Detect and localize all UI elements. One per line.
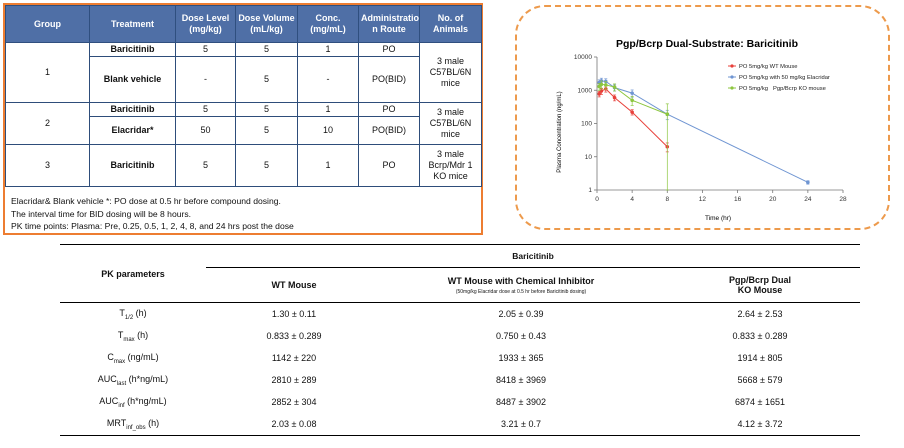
data-point [600, 89, 604, 93]
cell-animals-text: 3 male C57BL/6N mice [429, 56, 472, 88]
series-0 [597, 86, 669, 152]
pk-col-header-ko-text: Pgp/Bcrp Dual KO Mouse [729, 275, 792, 295]
pk-param-cell [60, 369, 206, 391]
study-design-panel [3, 3, 483, 235]
pk-chart [517, 7, 888, 228]
cell-dose: 5 [176, 43, 236, 57]
pk-value-wt: 2852 ± 304 [271, 397, 317, 407]
cell-dose: 5 [176, 103, 236, 117]
pk-value-inhibitor: 1933 ± 365 [498, 353, 544, 363]
cell-route: PO [359, 43, 420, 57]
data-point [613, 85, 617, 89]
design-row [6, 43, 482, 57]
series-line [599, 89, 667, 147]
pk-row [60, 347, 860, 369]
pk-group-header-row [60, 245, 860, 268]
header-route [359, 6, 420, 43]
header-route-text: Administratio n Route [361, 13, 420, 34]
header-dose-volume-text: Dose Volume (mL/kg) [238, 13, 295, 34]
data-point [806, 181, 810, 185]
cell-volume: 5 [236, 43, 298, 57]
legend-swatch-marker [730, 64, 733, 67]
data-point [630, 98, 634, 102]
data-point [630, 91, 634, 95]
chart-title: Pgp/Bcrp Dual-Substrate: Baricitinib [615, 38, 799, 50]
legend-label: PO 5mg/kg [739, 86, 768, 92]
pk-param-unit: (h*ng/mL) [126, 373, 169, 384]
pk-param-name: T [117, 329, 124, 340]
cell-animals [420, 145, 482, 187]
chart-legend [728, 64, 830, 92]
pk-param-name: C [107, 351, 114, 362]
pk-col-header-inhibitor-text: WT Mouse with Chemical Inhibitor [447, 275, 595, 286]
pk-value-ko: 4.12 ± 3.72 [660, 413, 860, 436]
pk-row [60, 303, 860, 326]
cell-treatment: Baricitinib [90, 145, 176, 187]
design-header-row [6, 6, 482, 43]
cell-conc: 1 [298, 145, 359, 187]
design-row [6, 145, 482, 187]
note-line: PK time points: Plasma: Pre, 0.25, 0.5, 1, 2, 4, 8, and 24 hrs post the dose [11, 221, 294, 231]
legend-label-suffix: Pgp/Bcrp KO mouse [773, 86, 826, 92]
y-tick-label: 1000 [577, 87, 592, 95]
pk-param-unit: (h) [134, 329, 149, 340]
data-point [604, 83, 608, 87]
cell-conc: - [298, 57, 359, 103]
cell-animals-text: 3 male C57BL/6N mice [429, 107, 472, 139]
x-tick-label: 28 [839, 196, 847, 203]
data-point [630, 110, 634, 114]
pk-param-subscript: 1/2 [124, 314, 134, 321]
pk-param-unit: (h) [133, 307, 147, 318]
pk-param-name: AUC [97, 373, 117, 384]
pk-param-name: MRT [106, 417, 127, 428]
pk-value-inhibitor: 2.05 ± 0.39 [498, 309, 544, 319]
x-axis-label: Time (hr) [704, 215, 732, 222]
legend-swatch-marker [730, 86, 733, 89]
y-tick-label: 10 [584, 153, 592, 161]
cell-route: PO [359, 145, 420, 187]
pk-col-header-wt-text: WT Mouse [271, 280, 317, 290]
pk-param-cell [60, 413, 206, 436]
pk-col-header-inhibitor [382, 268, 660, 303]
pk-value-inhibitor: 0.750 ± 0.43 [496, 331, 546, 341]
header-dose-volume [236, 6, 298, 43]
y-tick-label: 10000 [573, 54, 592, 61]
x-tick-label: 24 [804, 196, 812, 203]
cell-dose: - [176, 57, 236, 103]
pk-value-wt: 1142 ± 220 [271, 353, 317, 363]
pk-value-ko: 2.64 ± 2.53 [737, 309, 783, 319]
pk-param-cell [60, 325, 206, 347]
pk-value-ko: 5668 ± 579 [737, 375, 783, 385]
pk-row [60, 391, 860, 413]
pk-param-unit: (h*ng/mL) [124, 395, 167, 406]
pk-param-subscript: max [123, 336, 135, 343]
cell-group: 2 [6, 103, 90, 145]
x-tick-label: 16 [733, 196, 742, 203]
pk-group-header: Baricitinib [206, 245, 860, 268]
cell-route: PO(BID) [359, 57, 420, 103]
pk-row [60, 413, 860, 436]
header-dose-level-text: Dose Level (mg/kg) [181, 13, 230, 34]
pk-parameters-table [60, 244, 860, 436]
pk-row [60, 325, 860, 347]
pk-value-inhibitor: 8418 ± 3969 [496, 375, 546, 385]
x-tick-label: 0 [595, 196, 599, 203]
pk-corner-header: PK parameters [60, 245, 206, 303]
cell-volume: 5 [236, 117, 298, 145]
design-row [6, 103, 482, 117]
pk-value-wt: 2810 ± 289 [271, 375, 317, 385]
y-axis-label: Plasma Concentration (ng/mL) [557, 91, 563, 173]
pk-param-cell [60, 347, 206, 369]
cell-group: 1 [6, 43, 90, 103]
pk-col-header-ko [660, 268, 860, 303]
data-point [597, 92, 601, 96]
cell-route: PO(BID) [359, 117, 420, 145]
cell-volume: 5 [236, 145, 298, 187]
cell-volume: 5 [236, 103, 298, 117]
cell-volume: 5 [236, 57, 298, 103]
header-treatment [90, 6, 176, 43]
y-tick-label: 100 [581, 120, 592, 128]
pk-value-ko: 6874 ± 1651 [735, 397, 785, 407]
pk-value-wt: 2.03 ± 0.08 [206, 413, 382, 436]
pk-col-header-inhibitor-note: (50mg/kg Elacridar dose at 0.5 hr before Baricitinib dosing) [455, 288, 587, 295]
x-tick-label: 12 [698, 196, 707, 203]
data-point [600, 83, 604, 87]
cell-conc: 1 [298, 43, 359, 57]
cell-treatment: Baricitinib [90, 43, 176, 57]
cell-conc: 1 [298, 103, 359, 117]
cell-treatment: Elacridar* [90, 117, 176, 145]
chart-series [597, 78, 809, 190]
cell-group: 3 [6, 145, 90, 187]
cell-dose: 50 [176, 117, 236, 145]
pk-param-name: T [119, 307, 125, 318]
legend-label: PO 5mg/kg with 50 mg/kg Elacridar [739, 75, 830, 81]
cell-route: PO [359, 103, 420, 117]
pk-value-wt: 0.833 ± 0.289 [266, 331, 322, 341]
design-notes [11, 195, 294, 233]
header-treatment-text: Treatment [110, 18, 154, 29]
cell-animals-text: 3 male Bcrp/Mdr 1 KO mice [428, 149, 473, 181]
pk-value-wt: 1.30 ± 0.11 [271, 309, 317, 319]
pk-param-name: AUC [99, 395, 119, 406]
header-group [6, 6, 90, 43]
y-tick-label: 1 [588, 187, 592, 194]
header-conc-text: Conc. (mg/mL) [310, 13, 346, 34]
pk-row [60, 369, 860, 391]
series-line [599, 81, 808, 182]
cell-treatment: Blank vehicle [90, 57, 176, 103]
data-point [613, 96, 617, 100]
cell-animals [420, 43, 482, 103]
pk-param-unit: (ng/mL) [125, 351, 159, 362]
x-tick-label: 20 [769, 196, 777, 203]
header-conc [298, 6, 359, 43]
pk-value-ko: 1914 ± 805 [737, 353, 783, 363]
pk-param-subscript: last [116, 380, 127, 387]
chart-panel [515, 5, 890, 230]
pk-param-cell [60, 391, 206, 413]
pk-param-cell [60, 303, 206, 326]
pk-param-subscript: inf_obs [126, 424, 146, 431]
cell-conc: 10 [298, 117, 359, 145]
pk-param-subscript: inf [118, 402, 125, 409]
study-design-table [5, 5, 482, 187]
x-tick-label: 4 [630, 196, 634, 203]
pk-param-unit: (h) [145, 417, 160, 428]
pk-col-header-wt [206, 268, 382, 303]
cell-dose: 5 [176, 145, 236, 187]
cell-animals [420, 103, 482, 145]
data-point [665, 112, 669, 116]
legend-swatch-marker [730, 75, 733, 78]
header-animals [420, 6, 482, 43]
note-line: Elacridar& Blank vehicle *: PO dose at 0.5 hr before compound dosing. [11, 196, 281, 206]
header-dose-level [176, 6, 236, 43]
pk-param-subscript: max [113, 358, 126, 365]
series-1 [597, 78, 809, 184]
header-group-text: Group [34, 18, 61, 29]
pk-value-inhibitor: 3.21 ± 0.7 [382, 413, 660, 436]
x-tick-label: 8 [665, 196, 670, 203]
note-line: The interval time for BID dosing will be 8 hours. [11, 208, 192, 219]
pk-value-ko: 0.833 ± 0.289 [732, 331, 788, 341]
pk-value-inhibitor: 8487 ± 3902 [496, 397, 546, 407]
header-animals-text: No. of Animals [432, 13, 468, 34]
cell-treatment: Baricitinib [90, 103, 176, 117]
legend-label: PO 5mg/kg WT Mouse [739, 64, 798, 70]
